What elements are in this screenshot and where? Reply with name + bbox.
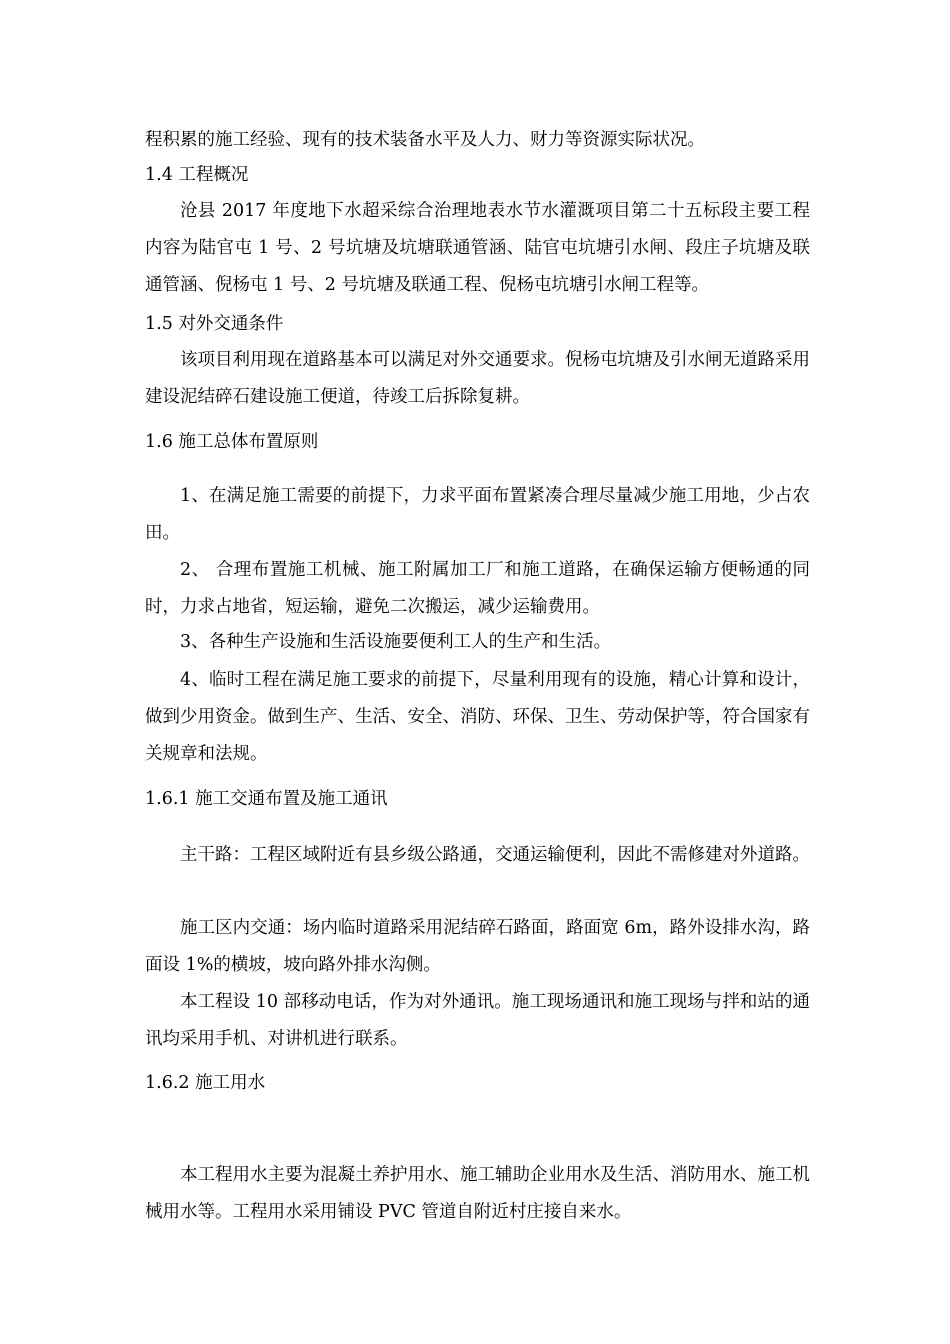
paragraph-principle-2: 2、 合理布置施工机械、施工附属加工厂和施工道路，在确保运输方便畅通的同时，力求占地省，短运输，避免二次搬运，减少运输费用。 [145, 560, 810, 617]
paragraph-principle-3: 3、各种生产设施和生活设施要便利工人的生产和生活。 [180, 632, 612, 652]
paragraph-main-road: 主干路：工程区域附近有县乡级公路通，交通运输便利，因此不需修建对外道路。 [180, 845, 810, 865]
paragraph-internal-traffic: 施工区内交通：场内临时道路采用泥结碎石路面，路面宽 6m，路外设排水沟，路面设 1%的横坡，坡向路外排水沟侧。 [145, 918, 810, 975]
heading-1-6-1: 1.6.1 施工交通布置及施工通讯 [145, 789, 388, 809]
paragraph-traffic: 该项目利用现在道路基本可以满足对外交通要求。倪杨屯坑塘及引水闸无道路采用建设泥结碎石建设施工便道，待竣工后拆除复耕。 [145, 350, 810, 407]
paragraph-continuation: 程积累的施工经验、现有的技术装备水平及人力、财力等资源实际状况。 [145, 130, 705, 150]
heading-1-6: 1.6 施工总体布置原则 [145, 432, 319, 452]
paragraph-principle-1: 1、在满足施工需要的前提下，力求平面布置紧凑合理尽量减少施工用地，少占农田。 [145, 486, 810, 543]
heading-1-4: 1.4 工程概况 [145, 165, 249, 185]
heading-1-5: 1.5 对外交通条件 [145, 314, 284, 334]
paragraph-project-overview: 沧县 2017 年度地下水超采综合治理地表水节水灌溉项目第二十五标段主要工程内容为陆官屯 1 号、2 号坑塘及坑塘联通管涵、陆官屯坑塘引水闸、段庄子坑塘及联通管涵、倪杨屯 1 号、2 号坑塘及联通工程、倪杨屯坑塘引水闸工程等。 [145, 201, 810, 295]
paragraph-communication: 本工程设 10 部移动电话，作为对外通讯。施工现场通讯和施工现场与拌和站的通讯均采用手机、对讲机进行联系。 [145, 992, 810, 1049]
paragraph-water-use: 本工程用水主要为混凝土养护用水、施工辅助企业用水及生活、消防用水、施工机械用水等。工程用水采用铺设 PVC 管道自附近村庄接自来水。 [145, 1165, 810, 1222]
heading-1-6-2: 1.6.2 施工用水 [145, 1073, 266, 1093]
paragraph-principle-4: 4、临时工程在满足施工要求的前提下，尽量利用现有的设施，精心计算和设计，做到少用资金。做到生产、生活、安全、消防、环保、卫生、劳动保护等，符合国家有关规章和法规。 [145, 670, 810, 764]
